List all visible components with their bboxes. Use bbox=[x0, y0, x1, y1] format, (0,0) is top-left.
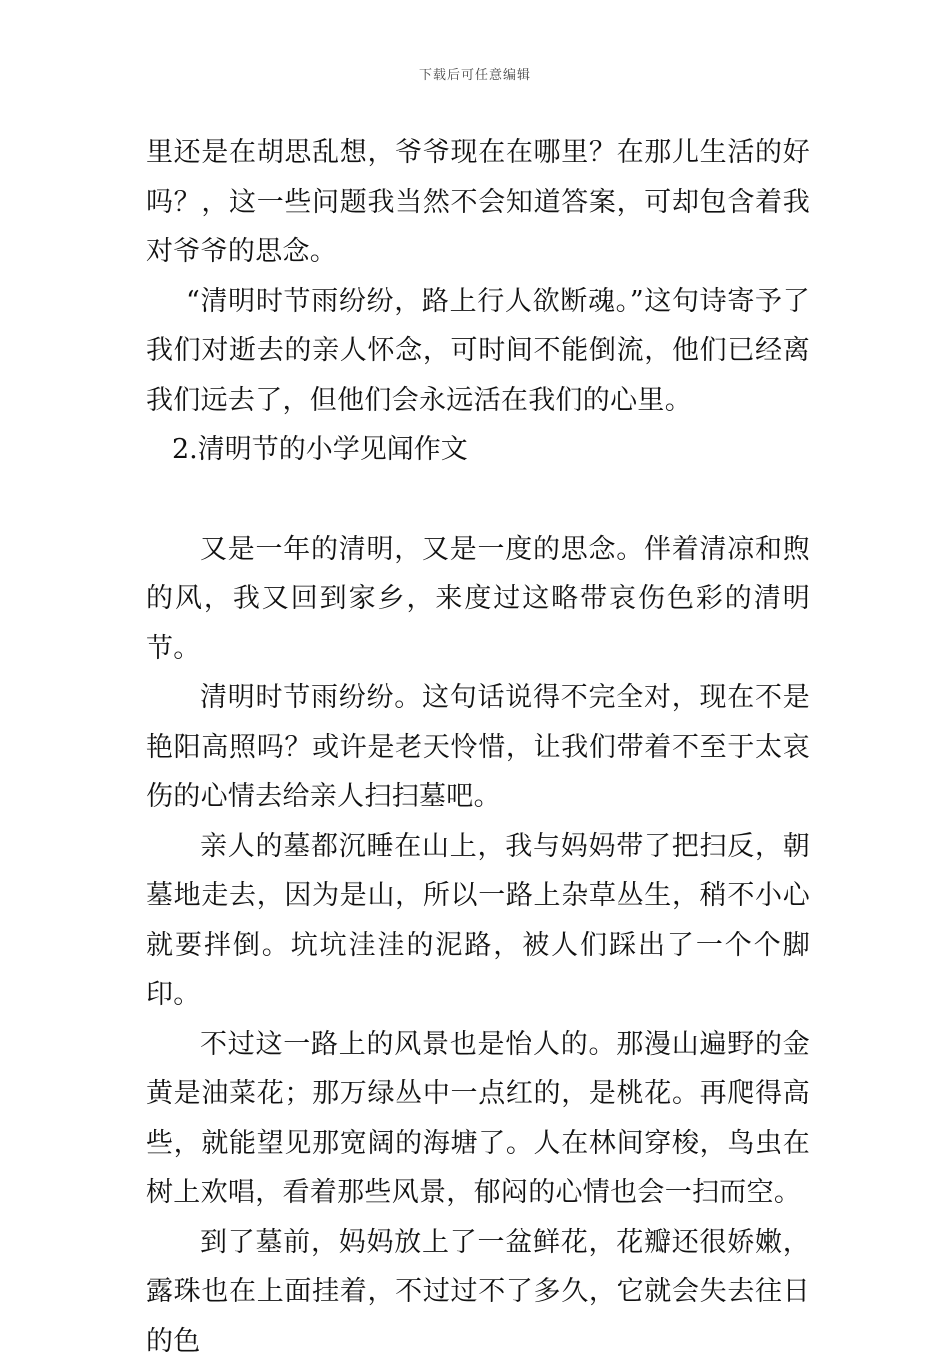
page-header: 下载后可任意编辑 bbox=[0, 64, 950, 83]
paragraph-5: 亲人的墓都沉睡在山上，我与妈妈带了把扫反，朝墓地走去，因为是山，所以一路上杂草丛生，稍不小心就要拌倒。坑坑洼洼的泥路，被人们踩出了一个个脚印。 bbox=[146, 822, 810, 1020]
paragraph-poem-quote: “清明时节雨纷纷，路上行人欲断魂。”这句诗寄予了我们对逝去的亲人怀念，可时间不能倒流，他们已经离我们远去了，但他们会永远活在我们的心里。 bbox=[146, 277, 810, 426]
paragraph-3: 又是一年的清明，又是一度的思念。伴着清凉和煦的风，我又回到家乡，来度过这略带哀伤色彩的清明节。 bbox=[146, 525, 810, 674]
paragraph-6: 不过这一路上的风景也是怡人的。那漫山遍野的金黄是油菜花；那万绿丛中一点红的，是桃花。再爬得高些，就能望见那宽阔的海塘了。人在林间穿梭，鸟虫在树上欢唱，看着那些风景，郁闷的心情也会一扫而空。 bbox=[146, 1020, 810, 1218]
paragraph-4: 清明时节雨纷纷。这句话说得不完全对，现在不是艳阳高照吗？或许是老天怜惜，让我们带着不至于太哀伤的心情去给亲人扫扫墓吧。 bbox=[146, 673, 810, 822]
paragraph-7: 到了墓前，妈妈放上了一盆鲜花，花瓣还很娇嫩，露珠也在上面挂着，不过过不了多久，它就会失去往日的色 bbox=[146, 1218, 810, 1366]
section-heading: 2.清明节的小学见闻作文 bbox=[146, 425, 810, 475]
paragraph-1: 里还是在胡思乱想，爷爷现在在哪里？在那儿生活的好吗？，这一些问题我当然不会知道答案，可却包含着我对爷爷的思念。 bbox=[146, 128, 810, 277]
document-body bbox=[146, 128, 810, 1366]
